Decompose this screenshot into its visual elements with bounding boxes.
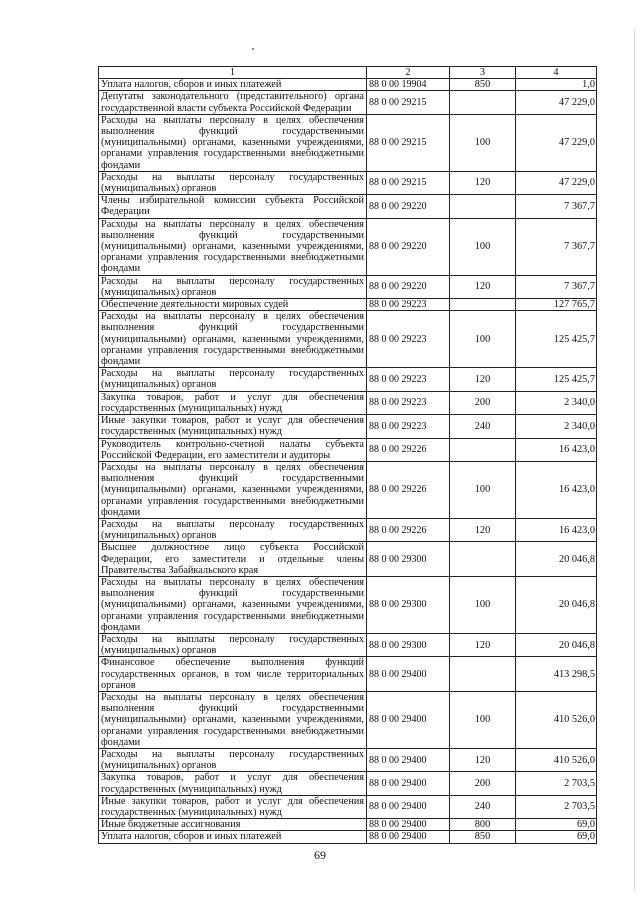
row-type-cell: 100 xyxy=(450,691,516,748)
row-code-cell: 88 0 00 29400 xyxy=(367,657,450,692)
table-row xyxy=(99,368,597,391)
row-name-cell: Расходы на выплаты персоналу государственных (муниципальных) органов xyxy=(99,368,367,391)
row-name-cell: Расходы на выплаты персоналу государственных (муниципальных) органов xyxy=(99,171,367,194)
row-amount-cell: 7 367,7 xyxy=(516,195,597,218)
table-row xyxy=(99,275,597,298)
row-code-cell: 88 0 00 29400 xyxy=(367,772,450,795)
row-name-cell: Высшее должностное лицо субъекта Российской Федерации, его заместители и отдельные члены Правительства Забайкальского края xyxy=(99,542,367,577)
row-amount-cell: 47 229,0 xyxy=(516,91,597,114)
row-name-cell: Расходы на выплаты персоналу в целях обеспечения выполнения функций государственными (муниципальными) органами, казенными учреждениями, органами управления государственными внебюджетными фондами xyxy=(99,311,367,368)
row-amount-cell: 47 229,0 xyxy=(516,114,597,171)
row-code-cell: 88 0 00 29220 xyxy=(367,218,450,275)
page-number: 69 xyxy=(314,848,326,862)
table-row xyxy=(99,171,597,194)
row-type-cell xyxy=(450,299,516,311)
row-type-cell xyxy=(450,438,516,461)
row-amount-cell: 125 425,7 xyxy=(516,368,597,391)
table-row xyxy=(99,576,597,633)
table-row xyxy=(99,795,597,818)
row-code-cell: 88 0 00 29223 xyxy=(367,299,450,311)
header-cell-1: 1 xyxy=(99,67,367,79)
row-name-cell: Расходы на выплаты персоналу в целях обеспечения выполнения функций государственными (муниципальными) органами, казенными учреждениями, органами управления государственными внебюджетными фондами xyxy=(99,114,367,171)
row-amount-cell: 16 423,0 xyxy=(516,461,597,518)
table-row xyxy=(99,79,597,91)
row-name-cell: Расходы на выплаты персоналу в целях обеспечения выполнения функций государственными (муниципальными) органами, казенными учреждениями, органами управления государственными внебюджетными фондами xyxy=(99,461,367,518)
row-name-cell: Расходы на выплаты персоналу государственных (муниципальных) органов xyxy=(99,518,367,541)
row-type-cell: 120 xyxy=(450,518,516,541)
row-type-cell xyxy=(450,195,516,218)
row-code-cell: 88 0 00 19904 xyxy=(367,79,450,91)
row-code-cell: 88 0 00 29220 xyxy=(367,195,450,218)
row-type-cell: 240 xyxy=(450,795,516,818)
row-code-cell: 88 0 00 29226 xyxy=(367,518,450,541)
row-type-cell: 120 xyxy=(450,368,516,391)
row-name-cell: Закупка товаров, работ и услуг для обеспечения государственных (муниципальных) нужд xyxy=(99,772,367,795)
row-name-cell: Расходы на выплаты персоналу в целях обеспечения выполнения функций государственными (муниципальными) органами, казенными учреждениями, органами управления государственными внебюджетными фондами xyxy=(99,218,367,275)
row-code-cell: 88 0 00 29400 xyxy=(367,691,450,748)
row-name-cell: Руководитель контрольно-счетной палаты субъекта Российской Федерации, его заместители и аудиторы xyxy=(99,438,367,461)
row-code-cell: 88 0 00 29215 xyxy=(367,114,450,171)
row-amount-cell: 47 229,0 xyxy=(516,171,597,194)
row-code-cell: 88 0 00 29226 xyxy=(367,461,450,518)
row-type-cell: 120 xyxy=(450,633,516,656)
table-row xyxy=(99,218,597,275)
row-amount-cell: 1,0 xyxy=(516,79,597,91)
row-name-cell: Депутаты законодательного (представительного) органа государственной власти субъекта Российской Федерации xyxy=(99,91,367,114)
row-type-cell: 850 xyxy=(450,831,516,843)
row-type-cell: 200 xyxy=(450,772,516,795)
row-code-cell: 88 0 00 29300 xyxy=(367,576,450,633)
row-amount-cell: 127 765,7 xyxy=(516,299,597,311)
row-amount-cell: 16 423,0 xyxy=(516,518,597,541)
table-row xyxy=(99,657,597,692)
table-row xyxy=(99,819,597,831)
row-type-cell: 200 xyxy=(450,391,516,414)
row-type-cell xyxy=(450,91,516,114)
row-code-cell: 88 0 00 29400 xyxy=(367,795,450,818)
row-name-cell: Иные закупки товаров, работ и услуг для обеспечения государственных (муниципальных) нужд xyxy=(99,795,367,818)
row-type-cell: 100 xyxy=(450,461,516,518)
table-row xyxy=(99,391,597,414)
row-type-cell: 240 xyxy=(450,415,516,438)
row-name-cell: Закупка товаров, работ и услуг для обеспечения государственных (муниципальных) нужд xyxy=(99,391,367,414)
row-amount-cell: 69,0 xyxy=(516,819,597,831)
table-row xyxy=(99,91,597,114)
table-row xyxy=(99,748,597,771)
scan-speck xyxy=(252,48,254,50)
row-type-cell: 120 xyxy=(450,275,516,298)
row-amount-cell: 410 526,0 xyxy=(516,691,597,748)
row-type-cell: 850 xyxy=(450,79,516,91)
table-row xyxy=(99,461,597,518)
table-row xyxy=(99,438,597,461)
row-amount-cell: 7 367,7 xyxy=(516,275,597,298)
row-code-cell: 88 0 00 29215 xyxy=(367,171,450,194)
row-name-cell: Члены избирательной комиссии субъекта Российской Федерации xyxy=(99,195,367,218)
table-row xyxy=(99,114,597,171)
row-name-cell: Расходы на выплаты персоналу государственных (муниципальных) органов xyxy=(99,275,367,298)
row-type-cell: 120 xyxy=(450,748,516,771)
row-amount-cell: 16 423,0 xyxy=(516,438,597,461)
row-type-cell: 100 xyxy=(450,576,516,633)
row-amount-cell: 20 046,8 xyxy=(516,633,597,656)
row-amount-cell: 410 526,0 xyxy=(516,748,597,771)
row-name-cell: Расходы на выплаты персоналу в целях обеспечения выполнения функций государственными (муниципальными) органами, казенными учреждениями, органами управления государственными внебюджетными фондами xyxy=(99,576,367,633)
table-row xyxy=(99,299,597,311)
row-code-cell: 88 0 00 29215 xyxy=(367,91,450,114)
table-row xyxy=(99,195,597,218)
row-type-cell: 120 xyxy=(450,171,516,194)
row-type-cell: 100 xyxy=(450,218,516,275)
row-code-cell: 88 0 00 29226 xyxy=(367,438,450,461)
table-row xyxy=(99,772,597,795)
row-type-cell xyxy=(450,542,516,577)
row-name-cell: Иные бюджетные ассигнования xyxy=(99,819,367,831)
row-name-cell: Расходы на выплаты персоналу государственных (муниципальных) органов xyxy=(99,748,367,771)
row-code-cell: 88 0 00 29223 xyxy=(367,391,450,414)
row-type-cell xyxy=(450,657,516,692)
row-amount-cell: 7 367,7 xyxy=(516,218,597,275)
header-cell-2: 2 xyxy=(367,67,450,79)
row-code-cell: 88 0 00 29400 xyxy=(367,748,450,771)
row-code-cell: 88 0 00 29223 xyxy=(367,368,450,391)
table-row xyxy=(99,415,597,438)
row-amount-cell: 20 046,8 xyxy=(516,542,597,577)
row-name-cell: Расходы на выплаты персоналу в целях обеспечения выполнения функций государственными (муниципальными) органами, казенными учреждениями, органами управления государственными внебюджетными фондами xyxy=(99,691,367,748)
row-amount-cell: 20 046,8 xyxy=(516,576,597,633)
table-row xyxy=(99,542,597,577)
table-header-row xyxy=(99,67,597,79)
row-code-cell: 88 0 00 29220 xyxy=(367,275,450,298)
scan-edge xyxy=(634,30,635,890)
table-row xyxy=(99,831,597,843)
table-row xyxy=(99,518,597,541)
row-type-cell: 100 xyxy=(450,311,516,368)
row-amount-cell: 2 703,5 xyxy=(516,795,597,818)
header-cell-4: 4 xyxy=(516,67,597,79)
row-code-cell: 88 0 00 29300 xyxy=(367,633,450,656)
table-row xyxy=(99,691,597,748)
row-name-cell: Уплата налогов, сборов и иных платежей xyxy=(99,79,367,91)
row-name-cell: Уплата налогов, сборов и иных платежей xyxy=(99,831,367,843)
row-code-cell: 88 0 00 29223 xyxy=(367,415,450,438)
row-name-cell: Иные закупки товаров, работ и услуг для обеспечения государственных (муниципальных) нужд xyxy=(99,415,367,438)
row-type-cell: 100 xyxy=(450,114,516,171)
header-cell-3: 3 xyxy=(450,67,516,79)
row-amount-cell: 413 298,5 xyxy=(516,657,597,692)
row-amount-cell: 2 703,5 xyxy=(516,772,597,795)
row-amount-cell: 2 340,0 xyxy=(516,415,597,438)
budget-table-body xyxy=(99,67,597,844)
row-amount-cell: 125 425,7 xyxy=(516,311,597,368)
row-code-cell: 88 0 00 29400 xyxy=(367,831,450,843)
row-type-cell: 800 xyxy=(450,819,516,831)
table-row xyxy=(99,633,597,656)
row-name-cell: Обеспечение деятельности мировых судей xyxy=(99,299,367,311)
row-code-cell: 88 0 00 29300 xyxy=(367,542,450,577)
row-code-cell: 88 0 00 29223 xyxy=(367,311,450,368)
row-name-cell: Финансовое обеспечение выполнения функций государственных органов, в том числе территориальных органов xyxy=(99,657,367,692)
table-row xyxy=(99,311,597,368)
row-amount-cell: 2 340,0 xyxy=(516,391,597,414)
row-name-cell: Расходы на выплаты персоналу государственных (муниципальных) органов xyxy=(99,633,367,656)
row-code-cell: 88 0 00 29400 xyxy=(367,819,450,831)
row-amount-cell: 69,0 xyxy=(516,831,597,843)
budget-table xyxy=(98,66,597,844)
